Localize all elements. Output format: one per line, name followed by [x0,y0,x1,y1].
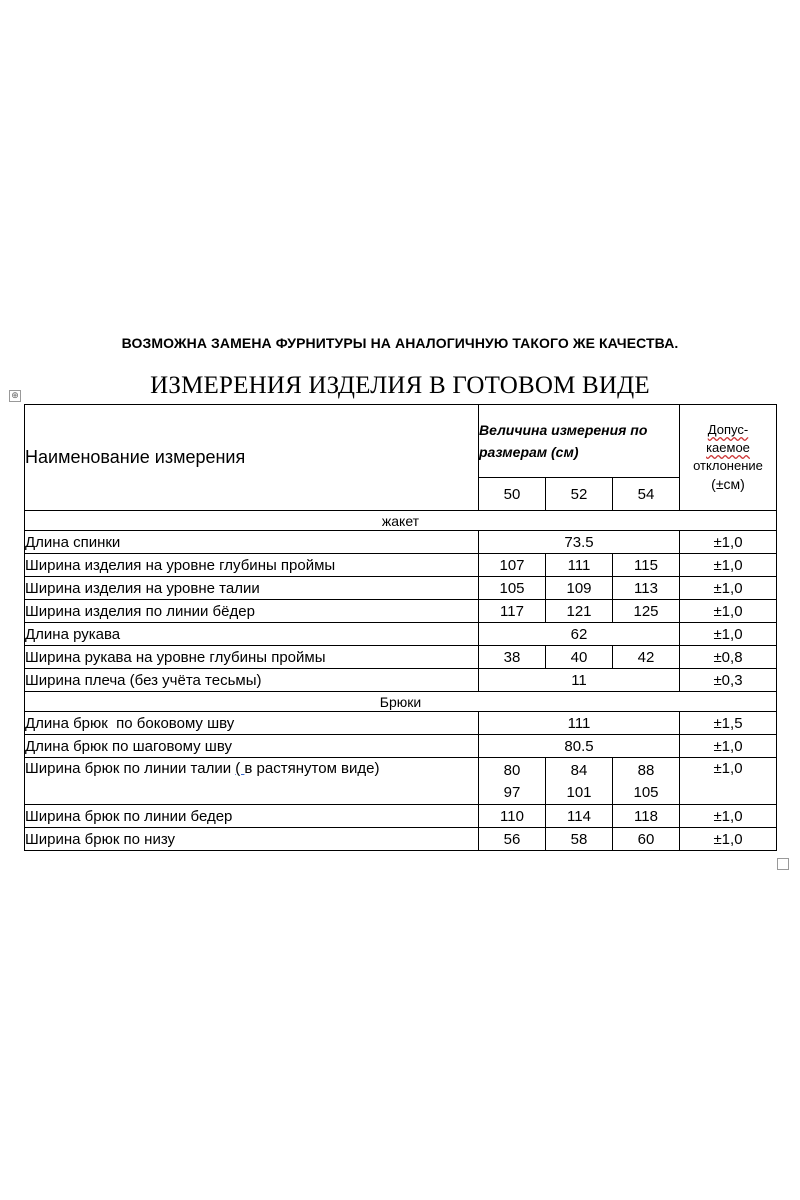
row-name-part-c: в растянутом виде) [244,760,380,777]
row-value-54: 125 [613,600,680,623]
row-tolerance: ±1,5 [680,712,777,735]
header-sizes-caption: Величина измерения по размерам (см) [479,405,680,478]
tolerance-line-3: отклонение [693,458,763,473]
row-value-54: 118 [613,805,680,828]
value-stretched-50: 97 [503,784,521,801]
table-row [25,623,777,646]
row-value: 11 [479,669,680,692]
row-tolerance: ±1,0 [680,531,777,554]
measurements-table [24,404,777,851]
row-tolerance: ±1,0 [680,805,777,828]
row-tolerance: ±1,0 [680,554,777,577]
table-row [25,758,777,805]
row-name-part-a: Ширина брюк по линии талии [25,760,236,777]
tolerance-line-1: Допус- [707,422,749,437]
row-name: Длина рукава [25,623,479,646]
row-value: 73.5 [479,531,680,554]
row-tolerance: ±1,0 [680,600,777,623]
row-tolerance: ±1,0 [680,758,777,805]
row-value-50: 105 [479,577,546,600]
header-row [25,405,777,478]
table-row [25,735,777,758]
table-row [25,828,777,851]
row-tolerance: ±1,0 [680,828,777,851]
row-value-52: 58 [546,828,613,851]
row-value-50: 56 [479,828,546,851]
row-value-54: 60 [613,828,680,851]
row-tolerance: ±1,0 [680,577,777,600]
row-name: Ширина брюк по низу [25,828,479,851]
row-value: 62 [479,623,680,646]
row-tolerance: ±1,0 [680,623,777,646]
row-value-52: 121 [546,600,613,623]
value-waist-54: 88 [637,762,655,779]
row-value: 111 [479,712,680,735]
row-value: 80.5 [479,735,680,758]
row-name: Длина брюк по боковому шву [25,712,479,735]
row-tolerance: ±1,0 [680,735,777,758]
row-value-52: 114 [546,805,613,828]
table-row [25,805,777,828]
table-row [25,669,777,692]
table-row [25,531,777,554]
row-name: Ширина плеча (без учёта тесьмы) [25,669,479,692]
table-move-handle-icon[interactable]: ⊕ [9,390,21,402]
row-value-50 [479,758,546,805]
row-name-part-b: ( [235,760,245,777]
header-tolerance [680,405,777,511]
header-size-54: 54 [613,478,680,511]
row-name: Ширина брюк по линии бедер [25,805,479,828]
table-row [25,577,777,600]
row-name: Ширина изделия по линии бёдер [25,600,479,623]
row-value-54: 42 [613,646,680,669]
row-value-50: 117 [479,600,546,623]
row-value-52: 40 [546,646,613,669]
table-row [25,712,777,735]
row-name: Ширина изделия на уровне талии [25,577,479,600]
row-value-52: 111 [546,554,613,577]
value-waist-50: 80 [503,762,521,779]
row-name: Длина брюк по шаговому шву [25,735,479,758]
replacement-notice: ВОЗМОЖНА ЗАМЕНА ФУРНИТУРЫ НА АНАЛОГИЧНУЮ ТАКОГО ЖЕ КАЧЕСТВА. [121,335,679,351]
row-name [25,758,479,805]
row-value-50: 107 [479,554,546,577]
section-jacket: жакет [25,511,777,531]
value-waist-52: 84 [570,762,588,779]
table-row [25,600,777,623]
tolerance-line-4: (±см) [711,476,745,492]
row-name: Длина спинки [25,531,479,554]
document-title: ИЗМЕРЕНИЯ ИЗДЕЛИЯ В ГОТОВОМ ВИДЕ [150,372,650,399]
row-tolerance: ±0,8 [680,646,777,669]
table-resize-handle[interactable] [777,858,789,870]
row-value-50: 110 [479,805,546,828]
value-stretched-52: 101 [566,784,592,801]
row-value-52 [546,758,613,805]
row-name: Ширина рукава на уровне глубины проймы [25,646,479,669]
table-row [25,646,777,669]
tolerance-line-2: каемое [706,440,750,455]
header-name: Наименование измерения [25,405,479,511]
row-value-54: 113 [613,577,680,600]
row-value-54: 115 [613,554,680,577]
row-tolerance: ±0,3 [680,669,777,692]
row-name: Ширина изделия на уровне глубины проймы [25,554,479,577]
row-value-52: 109 [546,577,613,600]
header-size-50: 50 [479,478,546,511]
row-value-50: 38 [479,646,546,669]
row-value-54 [613,758,680,805]
table-row [25,554,777,577]
header-size-52: 52 [546,478,613,511]
section-trousers: Брюки [25,692,777,712]
value-stretched-54: 105 [633,784,659,801]
